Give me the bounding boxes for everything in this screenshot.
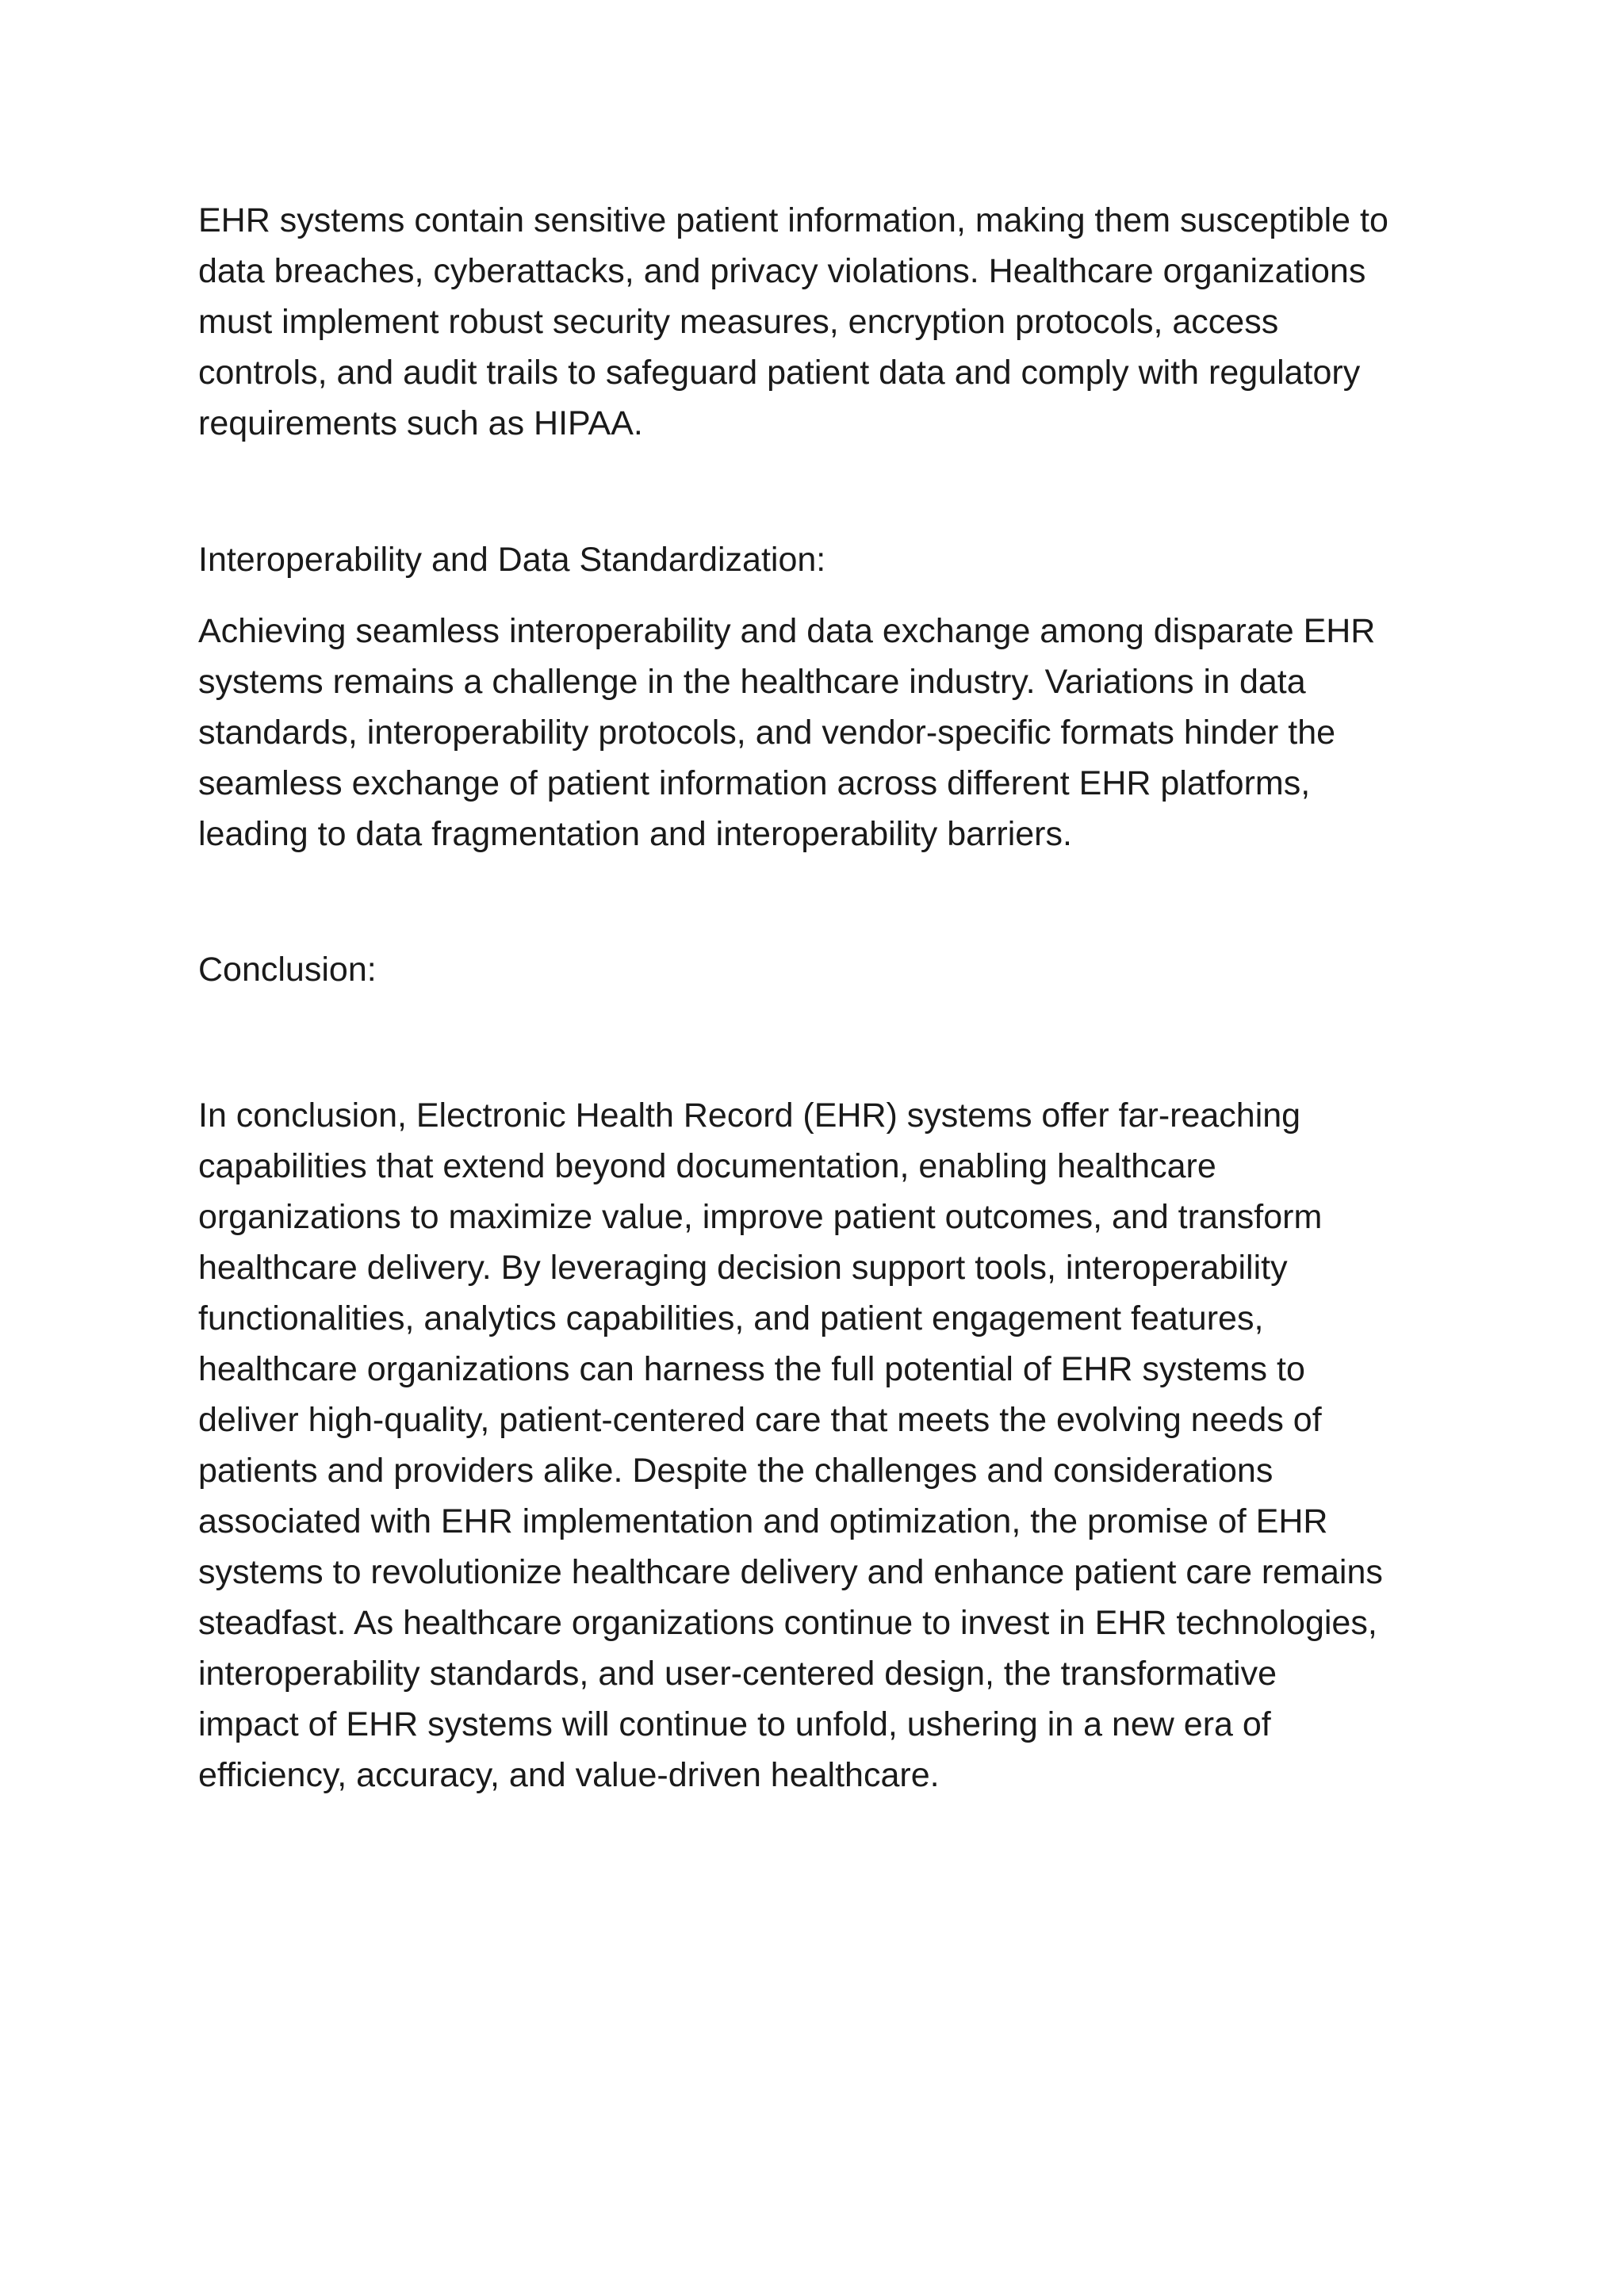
document-body [198,195,1451,1800]
heading-interoperability: Interoperability and Data Standardization: [198,541,826,579]
paragraph-conclusion: In conclusion, Electronic Health Record (EHR) systems offer far-reaching capabilities that extend beyond documentation, enabling healthcare organizations to maximize value, improve patient outcomes, and transform healthcare delivery. By leveraging decision support tools, interoperability functionalities, analytics capabilities, and patient engagement features, healthcare organizations can harness the full potential of EHR systems to deliver high-quality, patient-centered care that meets the evolving needs of patients and providers alike. Despite the challenges and considerations associated with EHR implementation and optimization, the promise of EHR systems to revolutionize healthcare delivery and enhance patient care remains steadfast. As healthcare organizations continue to invest in EHR technologies, interoperability standards, and user-centered design, the transformative impact of EHR systems will continue to unfold, ushering in a new era of efficiency, accuracy, and value-driven healthcare. [198,1096,1383,1794]
paragraph-interoperability: Achieving seamless interoperability and data exchange among disparate EHR systems remains a challenge in the healthcare industry. Variations in data standards, interoperability protocols, and vendor-specific formats hinder the seamless exchange of patient information across different EHR platforms, leading to data fragmentation and interoperability barriers. [198,612,1376,853]
paragraph-security: EHR systems contain sensitive patient information, making them susceptible to data breaches, cyberattacks, and privacy violations. Healthcare organizations must implement robust security measures, encryption protocols, access controls, and audit trails to safeguard patient data and comply with regulatory requirements such as HIPAA. [198,201,1388,442]
heading-conclusion: Conclusion: [198,951,377,989]
